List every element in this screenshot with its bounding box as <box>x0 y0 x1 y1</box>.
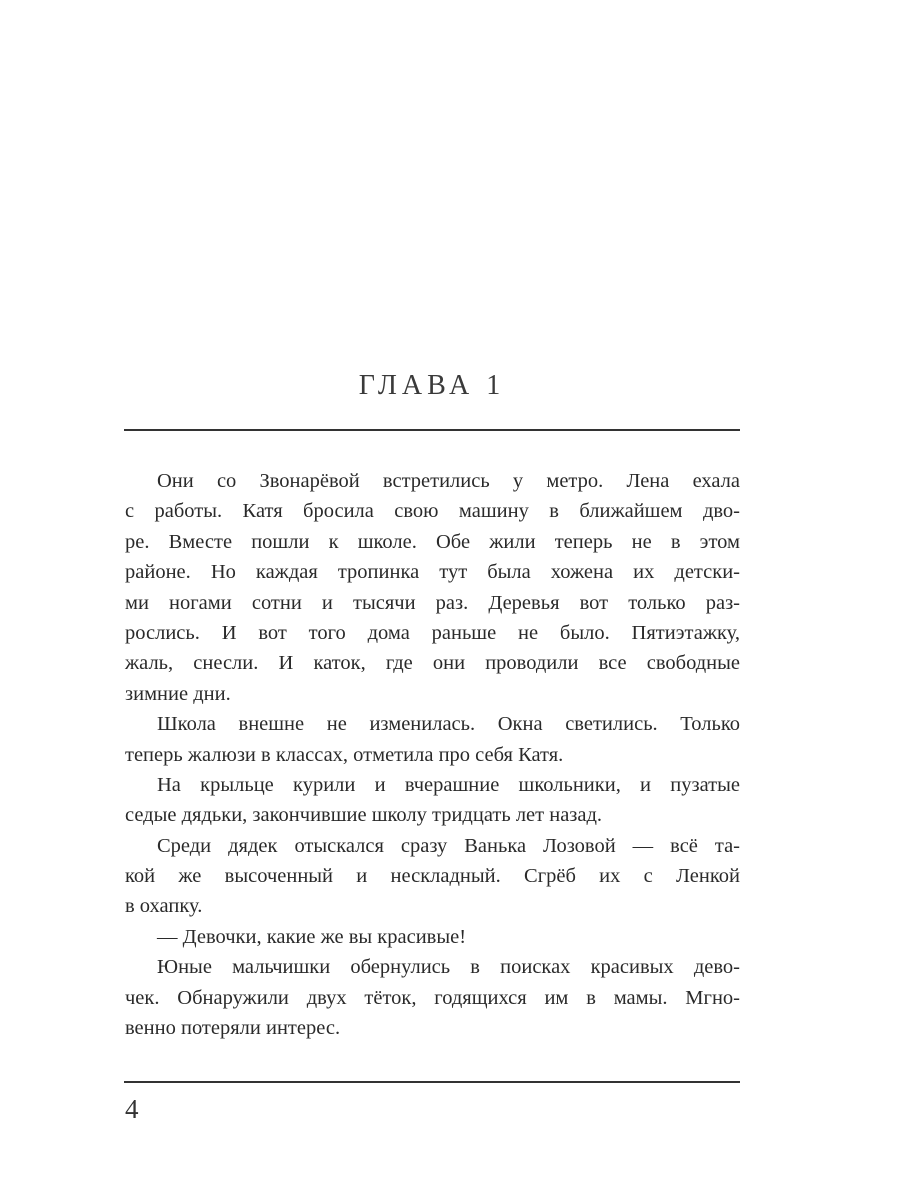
text-line: ре. Вместе пошли к школе. Обе жили теперь не в этом <box>125 530 740 553</box>
text-line: Юные мальчишки обернулись в поисках красивых дево- <box>157 956 740 979</box>
text-line: На крыльце курили и вчерашние школьники, и пузатые <box>157 773 740 796</box>
top-divider <box>124 429 740 431</box>
chapter-title: ГЛАВА 1 <box>358 370 506 401</box>
body-text <box>125 466 740 1043</box>
text-line: чек. Обнаружили двух тёток, годящихся им в мамы. Мгно- <box>125 986 740 1009</box>
page-number: 4 <box>125 1094 139 1124</box>
text-line: с работы. Катя бросила свою машину в ближайшем дво- <box>125 500 740 523</box>
text-line: — Девочки, какие же вы красивые! <box>157 925 467 948</box>
text-line: рослись. И вот того дома раньше не было. Пятиэтажку, <box>125 621 740 644</box>
text-line: венно потеряли интерес. <box>125 1017 341 1040</box>
bottom-divider <box>124 1081 740 1083</box>
text-line: Среди дядек отыскался сразу Ванька Лозовой — всё та- <box>157 834 740 857</box>
text-line: теперь жалюзи в классах, отметила про себя Катя. <box>125 743 564 766</box>
text-line: ми ногами сотни и тысячи раз. Деревья вот только раз- <box>125 591 740 614</box>
text-line: Они со Звонарёвой встретились у метро. Лена ехала <box>157 470 740 492</box>
text-line: зимние дни. <box>125 682 231 705</box>
text-line: в охапку. <box>125 895 203 918</box>
text-line: кой же высоченный и нескладный. Сгрёб их с Ленкой <box>125 865 740 888</box>
text-line: Школа внешне не изменилась. Окна светились. Только <box>157 713 740 736</box>
text-line: районе. Но каждая тропинка тут была хожена их детски- <box>125 561 740 584</box>
text-line: жаль, снесли. И каток, где они проводили все свободные <box>125 652 740 675</box>
text-line: седые дядьки, закончившие школу тридцать лет назад. <box>125 804 603 827</box>
